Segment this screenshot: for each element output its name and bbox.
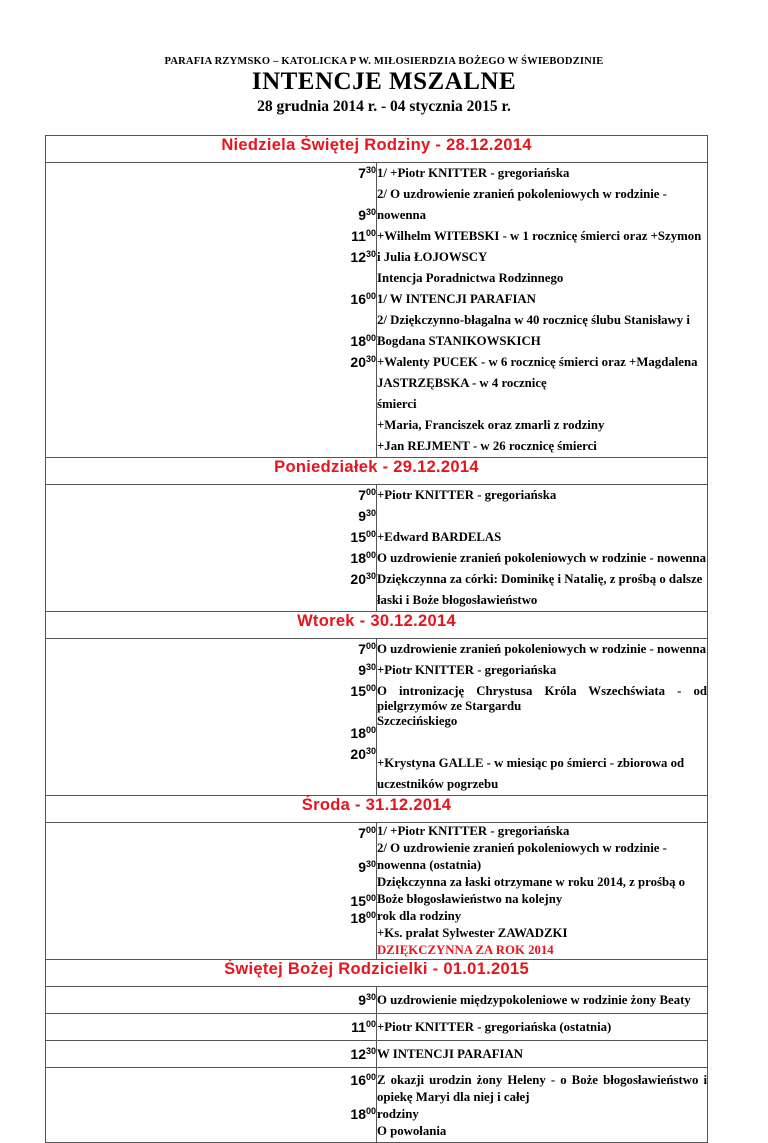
intention-line: 1/ +Piotr KNITTER - gregoriańska [377, 166, 570, 180]
intention-line: W INTENCJI PARAFIAN [377, 1041, 708, 1068]
mass-time [46, 268, 376, 289]
intention-line: Dziękczynna za łaski otrzymane w roku 2014, z prośbą o Boże błogosławieństwo na kolejny [377, 875, 686, 906]
intention-line: +Walenty PUCEK - w 6 rocznicę śmierci oraz +Magdalena JASTRZĘBSKA - w 4 rocznicę [377, 355, 698, 390]
day-header-new-year: Świętej Bożej Rodzicielki - 01.01.2015 [46, 960, 708, 987]
intention-line: Intencja Poradnictwa Rodzinnego [377, 271, 564, 285]
mass-time: $7^{00}$ [358, 825, 376, 841]
parish-name: PARAFIA RZYMSKO – KATOLICKA P W. MIŁOSIERDZIA BOŻEGO W ŚWIEBODZINIE [164, 56, 604, 67]
mass-time [46, 310, 376, 331]
intention-line-highlight: DZIĘKCZYNNA ZA ROK 2014 [377, 943, 554, 957]
day-header-tuesday: Wtorek - 30.12.2014 [46, 612, 708, 639]
mass-time [46, 842, 376, 859]
intention-line: 2/ Dziękczynno-błagalna w 40 rocznicę ślubu Stanisławy i Bogdana STANIKOWSKICH [377, 313, 690, 348]
intention-line: Dziękczynna za córki: Dominikę i Natalię, z prośbą o dalsze łaski i Boże błogosławieństwo [377, 572, 703, 607]
mass-intentions-table [45, 135, 708, 1143]
mass-time: $12^{30}$ [46, 1041, 377, 1068]
intentions-column [377, 485, 708, 612]
intention-line [377, 732, 707, 753]
intentions-column [377, 639, 708, 796]
mass-time: $20^{30}$ [350, 571, 376, 587]
mass-time: $11^{00}$ [46, 1014, 377, 1041]
mass-time: $15^{00}$ [350, 893, 376, 909]
mass-time: $18^{00}$ [350, 910, 376, 926]
mass-time [46, 702, 376, 723]
intention-line: +Edward BARDELAS [377, 530, 502, 544]
mass-time: $9^{30}$ [358, 207, 376, 223]
intention-line: +Jan REJMENT - w 26 rocznicę śmierci [377, 439, 597, 453]
mass-time: $15^{00}$ [350, 683, 376, 699]
mass-time: $9^{30}$ [358, 859, 376, 875]
mass-time: $20^{30}$ [350, 746, 376, 762]
intention-line: +Piotr KNITTER - gregoriańska [377, 488, 557, 502]
intentions-column [377, 163, 708, 458]
intention-line: +Wilhelm WITEBSKI - w 1 rocznicę śmierci oraz +Szymon i Julia ŁOJOWSCY [377, 229, 702, 264]
mass-time: $18^{00}$ [350, 1106, 376, 1122]
times-column [46, 485, 377, 612]
mass-time: $16^{00}$ [350, 291, 376, 307]
intentions-column [377, 823, 708, 960]
intention-line: O intronizację Chrystusa Króla Wszechświata - od pielgrzymów ze Stargardu [377, 684, 707, 713]
intention-line: O uzdrowienie zranień pokoleniowych w rodzinie - nowenna [377, 551, 707, 565]
intention-line: O uzdrowienie międzypokoleniowe w rodzinie żony Beaty [377, 987, 708, 1014]
intention-line: Z okazji urodzin żony Heleny - o Boże błogosławieństwo i opiekę Maryi dla niej i całej [377, 1073, 707, 1104]
page-title: INTENCJE MSZALNE [251, 68, 517, 95]
mass-time: $9^{30}$ [358, 662, 376, 678]
mass-time: $18^{00}$ [350, 333, 376, 349]
intention-line: 1/ +Piotr KNITTER - gregoriańska [377, 824, 570, 838]
intentions-column [377, 1068, 708, 1143]
mass-time: $18^{00}$ [350, 725, 376, 741]
intention-line: +Maria, Franciszek oraz zmarli z rodziny [377, 418, 605, 432]
intention-line: 2/ O uzdrowienie zranień pokoleniowych w rodzinie - nowenna (ostatnia) [377, 841, 667, 872]
mass-time [46, 876, 376, 893]
times-column [46, 639, 377, 796]
intention-line: rodziny [377, 1107, 419, 1121]
mass-time [46, 1089, 376, 1106]
intention-line [377, 506, 707, 527]
intention-line: +Ks. prałat Sylwester ZAWADZKI [377, 926, 568, 940]
times-column [46, 823, 377, 960]
mass-time: $16^{00}$ [350, 1072, 376, 1088]
intention-line: +Krystyna GALLE - w miesiąc po śmierci - zbiorowa od uczestników pogrzebu [377, 756, 685, 791]
intention-line: O powołania [377, 1124, 447, 1138]
intention-line: Szczecińskiego [377, 714, 458, 728]
intention-line: +Piotr KNITTER - gregoriańska (ostatnia) [377, 1014, 708, 1041]
mass-time: $11^{00}$ [351, 228, 376, 244]
mass-time: $7^{30}$ [358, 165, 376, 181]
mass-time: $15^{00}$ [350, 529, 376, 545]
intention-line: +Piotr KNITTER - gregoriańska [377, 663, 557, 677]
date-range: 28 grudnia 2014 r. - 04 stycznia 2015 r. [257, 98, 511, 115]
times-column [46, 163, 377, 458]
day-header-sunday: Niedziela Świętej Rodziny - 28.12.2014 [46, 136, 708, 163]
intention-line: śmierci [377, 397, 417, 411]
mass-time: $7^{00}$ [358, 641, 376, 657]
times-column [46, 1068, 377, 1143]
mass-time: $9^{30}$ [46, 987, 377, 1014]
mass-time [46, 184, 376, 205]
intention-line: rok dla rodziny [377, 909, 462, 923]
mass-time: $7^{00}$ [358, 487, 376, 503]
mass-time: $12^{30}$ [350, 249, 376, 265]
intention-line: 1/ W INTENCJI PARAFIAN [377, 292, 536, 306]
mass-time: $20^{30}$ [350, 354, 376, 370]
day-header-wednesday: Środa - 31.12.2014 [46, 796, 708, 823]
mass-time: $18^{00}$ [350, 550, 376, 566]
mass-time: $9^{30}$ [358, 508, 376, 524]
intention-line: 2/ O uzdrowienie zranień pokoleniowych w rodzinie - nowenna [377, 187, 667, 222]
intention-line: O uzdrowienie zranień pokoleniowych w rodzinie - nowenna [377, 642, 707, 656]
day-header-monday: Poniedziałek - 29.12.2014 [46, 458, 708, 485]
